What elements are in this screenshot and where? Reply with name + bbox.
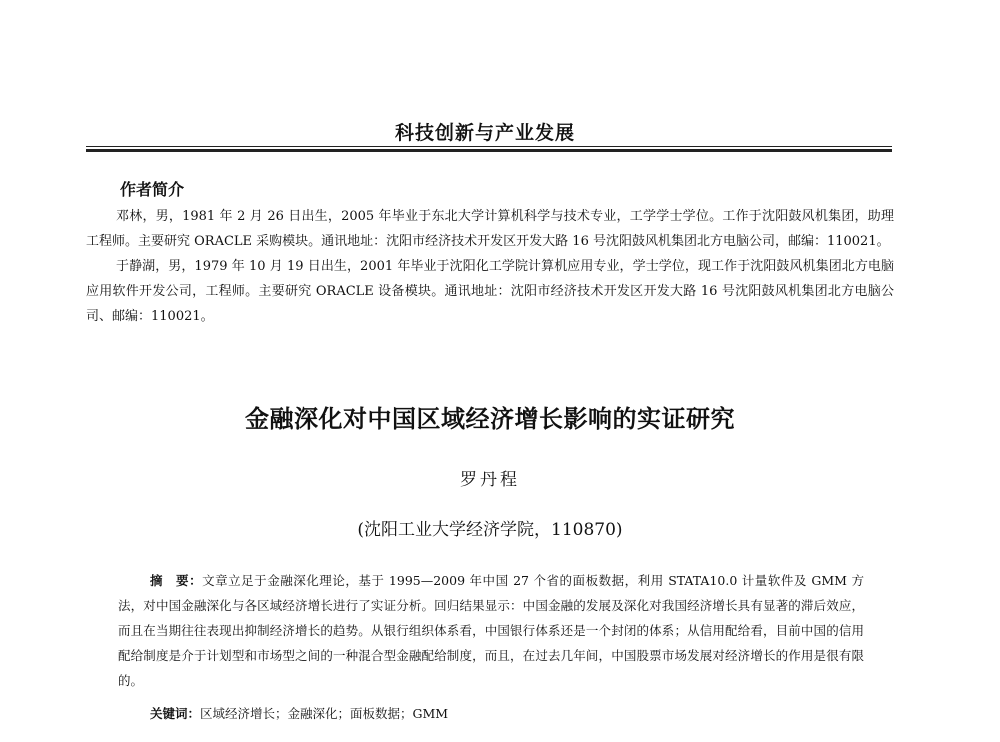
article-title: 金融深化对中国区域经济增长影响的实证研究 xyxy=(245,405,735,433)
abstract-text: 文章立足于金融深化理论，基于 1995—2009 年中国 27 个省的面板数据，利用 STATA10.0 计量软件及 GMM 方法，对中国金融深化与各区域经济增长进行了实证分析。回归结果显示：中国金融的发展及深化对我国经济增长具有显著的滞后效应，而且在当期往往表现出抑制经济增长的趋势。从银行组织体系看，中国银行体系还是一个封闭的体系；从信用配给看，目前中国的信用配给制度是介于计划型和市场型之间的一种混合型金融配给制度，而且，在过去几年间，中国股票市场发展对经济增长的作用是很有限的。 xyxy=(118,573,864,688)
keywords-line xyxy=(150,703,750,725)
header-rule-thick xyxy=(86,149,892,152)
article-affiliation: (沈阳工业大学经济学院，110870) xyxy=(357,520,623,540)
running-header: 科技创新与产业发展 xyxy=(394,122,575,144)
abstract-paragraph xyxy=(118,568,864,693)
keywords-text: 区域经济增长；金融深化；面板数据；GMM xyxy=(200,706,449,721)
author-bio-section xyxy=(86,177,894,329)
abstract-label: 摘 要： xyxy=(150,573,203,588)
header-rule-thin xyxy=(86,146,892,147)
keywords-label: 关键词： xyxy=(150,706,201,721)
author-bio-paragraph: 于静湖，男，1979 年 10 月 19 日出生，2001 年毕业于沈阳化工学院计算机应用专业，学士学位，现工作于沈阳鼓风机集团北方电脑应用软件开发公司，工程师。主要研究 ORACLE 设备模块。通讯地址：沈阳市经济技术开发区开发大路 16 号沈阳鼓风机集团北方电脑公司、邮编：110021。 xyxy=(86,259,894,324)
author-bio-paragraph: 邓林，男，1981 年 2 月 26 日出生，2005 年毕业于东北大学计算机科学与技术专业，工学学士学位。工作于沈阳鼓风机集团，助理工程师。主要研究 ORACLE 采购模块。通讯地址：沈阳市经济技术开发区开发大路 16 号沈阳鼓风机集团北方电脑公司，邮编：110021。 xyxy=(86,209,894,249)
author-bio-heading: 作者简介 xyxy=(120,180,185,199)
abstract-section xyxy=(118,568,864,693)
article-author: 罗丹程 xyxy=(460,470,520,490)
